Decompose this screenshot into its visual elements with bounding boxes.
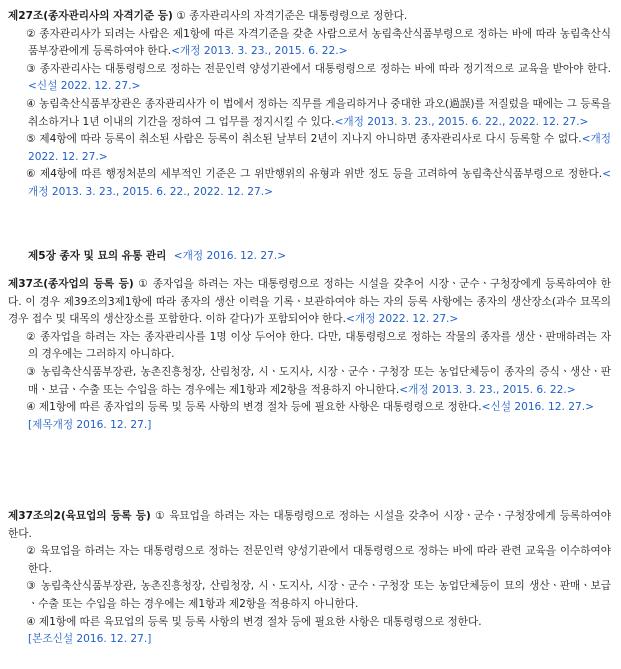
chapter-5-title: 제5장 종자 및 묘의 유통 관리	[28, 250, 167, 262]
article-37-2-p1-text: ① 육묘업을 하려는 자는 대통령령으로 정하는 시설을 갖추어 시장ㆍ군수ㆍ구청장에게 등록하여야 한다.	[8, 510, 611, 540]
article-37-2-p3-text: ③ 농림축산식품부장관, 농촌진흥청장, 산림청장, 시ㆍ도지사, 시장ㆍ군수ㆍ구청장 또는 농업단체등이 묘의 생산ㆍ판매ㆍ보급ㆍ수출 또는 수입을 하는 경우에는 제1항과 제2항을 적용하지 아니한다.	[26, 580, 611, 610]
article-27-p4-text: ④ 농림축산식품부장관은 종자관리사가 이 법에서 정하는 직무를 게을리하거나 중대한 과오(過誤)를 저질렀을 때에는 그 등록을 취소하거나 1년 이내의 기간을 정하여 그 업무를 정지시킬 수 있다.	[26, 97, 611, 128]
article-27-paragraph-2	[8, 26, 611, 61]
amendment-note: <개정 2013. 3. 23., 2015. 6. 22., 2022. 12. 27.>	[28, 168, 611, 198]
article-27-paragraph-3	[8, 61, 611, 96]
chapter-5-heading	[28, 248, 286, 266]
amendment-note: <개정 2013. 3. 23., 2015. 6. 22.>	[399, 383, 576, 396]
amendment-note: <개정 2022. 12. 27.>	[345, 313, 459, 326]
article-37-2-p4-text: ④ 제1항에 따른 육묘업의 등록 및 등록 사항의 변경 절차 등에 필요한 사항은 대통령령으로 정한다.	[26, 615, 482, 628]
article-37-p4-text: ④ 제1항에 따른 종자업의 등록 및 등록 사항의 변경 절차 등에 필요한 사항은 대통령령으로 정한다.	[26, 401, 482, 414]
article-37-2-p2-text: ② 육묘업을 하려는 자는 대통령령으로 정하는 전문인력 양성기관에서 대통령령으로 정하는 바에 따라 관련 교육을 이수하여야 한다.	[26, 545, 611, 575]
article-27-p6-text: ⑥ 제4항에 따른 행정처분의 세부적인 기준은 그 위반행위의 유형과 위반 정도 등을 고려하여 농림축산식품부령으로 정한다.	[26, 168, 603, 181]
title-revision-note: [제목개정 2016. 12. 27.]	[28, 418, 152, 431]
article-37-paragraph-1	[8, 276, 611, 329]
amendment-note: <신설 2022. 12. 27.>	[28, 80, 141, 93]
article-27-p1-text: ① 종자관리사의 자격기준은 대통령령으로 정한다.	[176, 10, 408, 22]
article-37-2-paragraph-2	[8, 543, 611, 578]
article-37-p2-text: ② 종자업을 하려는 자는 종자관리사를 1명 이상 두어야 한다. 다만, 대통령령으로 정하는 작물의 종자를 생산ㆍ판매하려는 자의 경우에는 그러하지 아니하다.	[26, 330, 611, 361]
article-27-paragraph-1	[8, 8, 611, 26]
amendment-note: <개정 2022. 12. 27.>	[28, 133, 611, 163]
article-37-2-title: 제37조의2(육묘업의 등록 등)	[8, 510, 151, 522]
article-37-2-paragraph-3	[8, 578, 611, 613]
article-27	[8, 8, 611, 202]
article-27-p3-text: ③ 종자관리사는 대통령령으로 정하는 전문인력 양성기관에서 대통령령으로 정하는 바에 따라 정기적으로 교육을 받아야 한다.	[26, 62, 611, 75]
amendment-note: <신설 2016. 12. 27.>	[481, 401, 594, 414]
article-27-p2-text: ② 종자관리사가 되려는 사람은 제1항에 따른 자격기준을 갖춘 사람으로서 농림축산식품부령으로 정하는 바에 따라 농림축산식품부장관에게 등록하여야 한다.	[26, 27, 611, 58]
article-27-title: 제27조(종자관리사의 자격기준 등)	[8, 10, 173, 22]
article-37-2-paragraph-4	[8, 614, 611, 632]
article-37	[8, 276, 611, 434]
article-37-p3-text: ③ 농림축산식품부장관, 농촌진흥청장, 산림청장, 시ㆍ도지사, 시장ㆍ군수ㆍ구청장 또는 농업단체등이 종자의 증식ㆍ생산ㆍ판매ㆍ보급ㆍ수출 또는 수입을 하는 경우에는 제1항과 제2항을 적용하지 아니한다.	[26, 365, 611, 396]
amendment-note: <개정 2016. 12. 27.>	[173, 250, 287, 262]
article-27-paragraph-4	[8, 96, 611, 131]
article-37-2-paragraph-1	[8, 508, 611, 543]
article-37-paragraph-2	[8, 329, 611, 364]
article-27-paragraph-5	[8, 131, 611, 166]
new-article-note: [본조신설 2016. 12. 27.]	[28, 633, 152, 646]
article-37-paragraph-4	[8, 399, 611, 417]
article-37-2	[8, 508, 611, 649]
article-27-paragraph-6	[8, 166, 611, 201]
amendment-note: <개정 2013. 3. 23., 2015. 6. 22.>	[171, 45, 348, 58]
article-37-title: 제37조(종자업의 등록 등)	[8, 278, 134, 290]
amendment-note: <개정 2013. 3. 23., 2015. 6. 22., 2022. 12. 27.>	[334, 115, 589, 128]
article-37-paragraph-3	[8, 364, 611, 399]
article-27-p5-text: ⑤ 제4항에 따라 등록이 취소된 사람은 등록이 취소된 날부터 2년이 지나지 아니하면 종자관리사로 다시 등록할 수 없다.	[26, 133, 582, 146]
article-37-p1-text: ① 종자업을 하려는 자는 대통령령으로 정하는 시설을 갖추어 시장ㆍ군수ㆍ구청장에게 등록하여야 한다. 이 경우 제39조의3제1항에 따라 종자의 생산 이력을 기록ㆍ보관하여야 하는 자의 등록 사항에는 종자의 생산장소(과수 묘목의 경우 접수 및 대목의 생산장소를 포함한다. 이하 같다)가 포함되어야 한다.	[8, 278, 611, 326]
